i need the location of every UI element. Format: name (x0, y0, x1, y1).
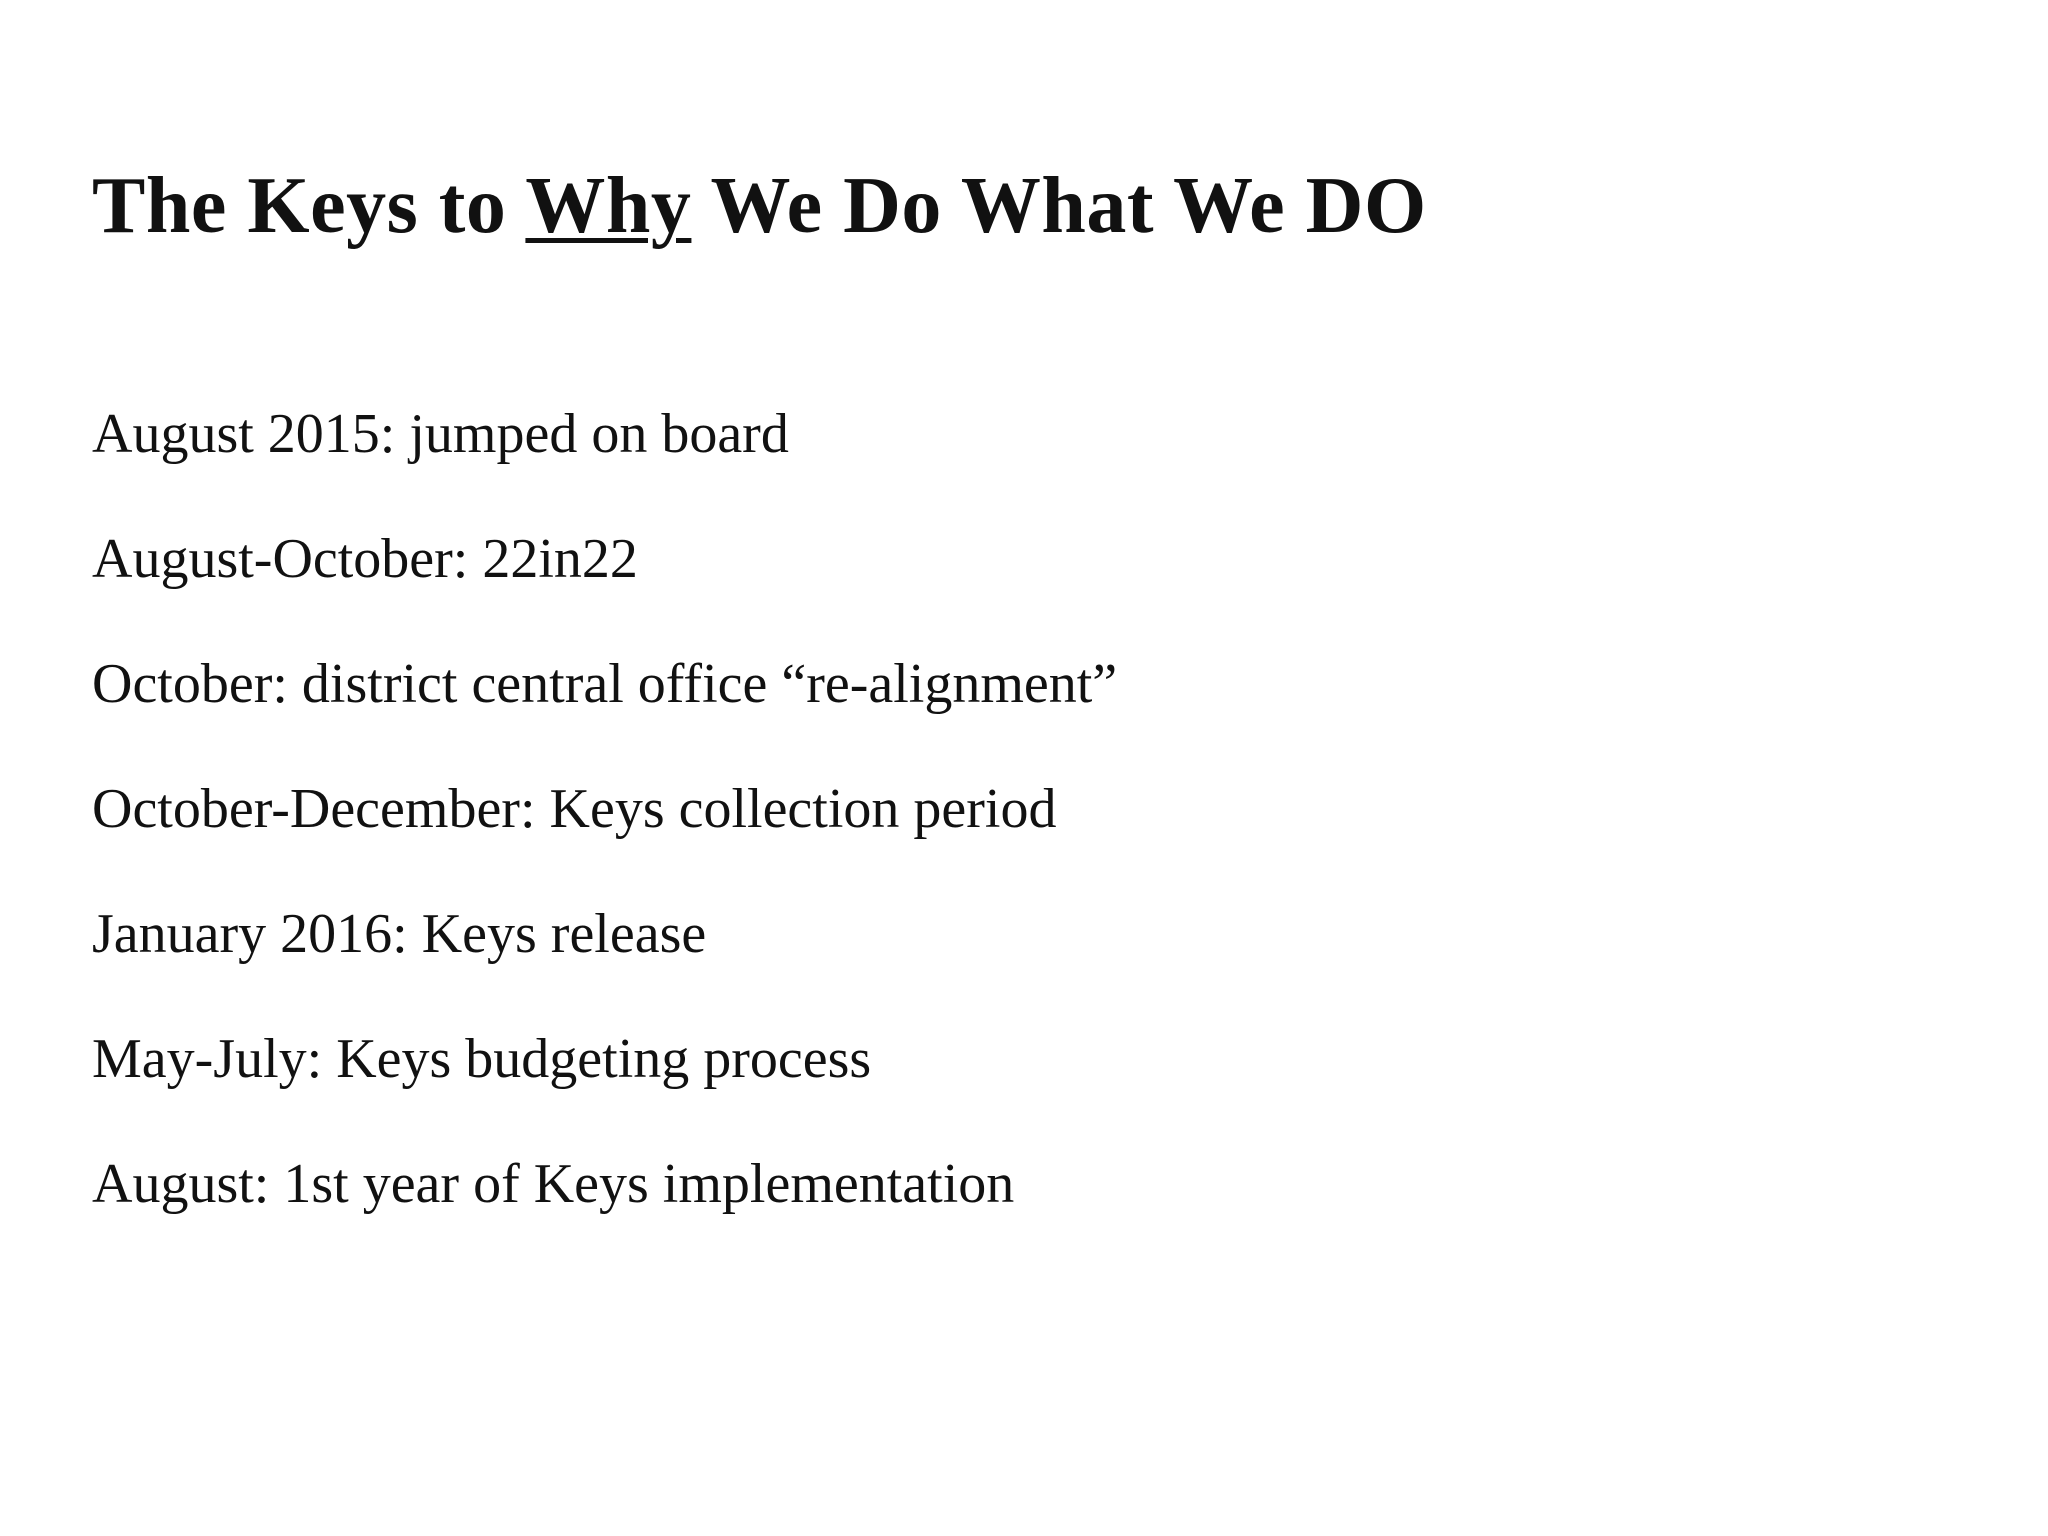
timeline-item-august-2015: August 2015: jumped on board (92, 403, 789, 465)
timeline-item-may-july: May-July: Keys budgeting process (92, 1028, 872, 1090)
slide-title (92, 158, 1427, 254)
timeline-item-october: October: district central office “re-alignment” (92, 653, 1118, 715)
timeline-item-october-december: October-December: Keys collection period (92, 778, 1057, 840)
title-prefix: The Keys to (92, 162, 526, 250)
title-suffix: We Do What We DO (691, 162, 1427, 250)
timeline-item-august: August: 1st year of Keys implementation (92, 1153, 1015, 1215)
timeline-item-january-2016: January 2016: Keys release (92, 903, 707, 965)
timeline-item-august-october: August-October: 22in22 (92, 528, 638, 590)
title-emphasis-why: Why (525, 162, 692, 250)
